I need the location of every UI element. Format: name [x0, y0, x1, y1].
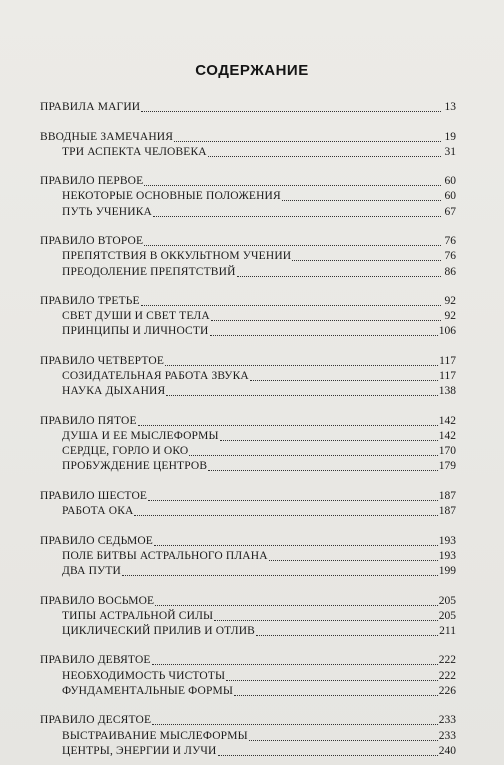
page-number: 205: [438, 609, 456, 622]
page-number: 106: [438, 325, 456, 338]
dot-leader: [152, 723, 438, 725]
page-number: 117: [439, 354, 456, 367]
toc-section-entry: [40, 594, 456, 608]
toc-section-entry: [40, 130, 456, 144]
toc-subentry: [62, 189, 456, 203]
page-number: 142: [438, 430, 456, 442]
toc-subentry-title: ФУНДАМЕНТАЛЬНЫЕ ФОРМЫ: [62, 684, 234, 697]
page-number: 19: [444, 130, 456, 143]
dot-leader: [155, 604, 438, 606]
toc-subentry: [62, 444, 456, 458]
toc-subentry: [62, 684, 456, 698]
dot-leader: [249, 739, 438, 741]
page-number: 31: [444, 145, 456, 158]
dot-leader: [144, 244, 441, 246]
page-number: 76: [444, 235, 456, 248]
page-number: 205: [438, 594, 456, 607]
toc-section-entry: [40, 489, 456, 503]
page-number: 211: [439, 624, 456, 637]
toc-section-entry: [40, 653, 456, 667]
toc-subentry: [62, 459, 456, 473]
toc-subentry-title: НАУКА ДЫХАНИЯ: [62, 385, 166, 398]
toc-subentry-title: ЦЕНТРЫ, ЭНЕРГИИ И ЛУЧИ: [62, 744, 217, 757]
toc-subentry-title: ПУТЬ УЧЕНИКА: [62, 205, 152, 218]
toc-subentry: [62, 729, 456, 743]
toc-section-title: ПРАВИЛО ТРЕТЬЕ: [40, 295, 140, 307]
page-number: 193: [438, 549, 456, 562]
page-number: 199: [438, 565, 456, 577]
page-number: 60: [444, 175, 456, 188]
page-number: 222: [438, 654, 456, 667]
page-number: 226: [438, 684, 456, 697]
toc-subentry: [62, 205, 456, 219]
toc-subentry: [62, 369, 456, 383]
toc-subentry-title: ПРЕПЯТСТВИЯ В ОККУЛЬТНОМ УЧЕНИИ: [62, 250, 292, 263]
dot-leader: [165, 364, 438, 366]
toc-subentry: [62, 309, 456, 323]
dot-leader: [166, 394, 437, 396]
toc-subentry-title: ДВА ПУТИ: [62, 565, 121, 577]
dot-leader: [282, 199, 441, 201]
page-number: 222: [438, 669, 456, 682]
toc-section-title: ПРАВИЛО ПЯТОЕ: [40, 414, 137, 427]
page-number: 142: [438, 414, 456, 427]
dot-leader: [154, 544, 438, 546]
dot-leader: [237, 275, 441, 277]
toc-subentry: [62, 429, 456, 443]
toc-section-entry: [40, 414, 456, 428]
toc-subentry-title: ПОЛЕ БИТВЫ АСТРАЛЬНОГО ПЛАНА: [62, 549, 268, 562]
dot-leader: [269, 559, 438, 561]
toc-section-entry: [40, 174, 456, 188]
page-number: 240: [438, 744, 456, 757]
page-number: 92: [444, 310, 456, 323]
toc-subentry-title: ПРИНЦИПЫ И ЛИЧНОСТИ: [62, 325, 209, 338]
toc-subentry: [62, 145, 456, 159]
toc-section-title: ПРАВИЛО СЕДЬМОЕ: [40, 534, 153, 547]
dot-leader: [256, 634, 438, 636]
toc-subentry-title: РАБОТА ОКА: [62, 505, 134, 518]
toc-subentry-title: ПРЕОДОЛЕНИЕ ПРЕПЯТСТВИЙ: [62, 265, 236, 278]
dot-leader: [220, 439, 438, 441]
toc-subentry-title: ЦИКЛИЧЕСКИЙ ПРИЛИВ И ОТЛИВ: [62, 624, 255, 637]
dot-leader: [210, 334, 438, 336]
toc-subentry: [62, 609, 456, 623]
toc-subentry: [62, 324, 456, 338]
toc-section-title: ПРАВИЛО ВТОРОЕ: [40, 235, 144, 248]
toc-section-title: ПРАВИЛО ДЕСЯТОЕ: [40, 714, 152, 727]
page-number: 13: [444, 101, 456, 113]
page-number: 187: [438, 489, 456, 502]
page-number: 138: [438, 385, 456, 398]
toc-subentry: [62, 549, 456, 563]
dot-leader: [226, 679, 438, 681]
page-title: СОДЕРЖАНИЕ: [195, 62, 309, 79]
toc-subentry-title: ТИПЫ АСТРАЛЬНОЙ СИЛЫ: [62, 609, 214, 622]
toc-section-entry: [40, 354, 456, 368]
page-number: 233: [438, 729, 456, 742]
page-number: 233: [438, 714, 456, 727]
toc-subentry-title: СВЕТ ДУШИ И СВЕТ ТЕЛА: [62, 310, 210, 323]
toc-subentry-title: НЕОБХОДИМОСТЬ ЧИСТОТЫ: [62, 669, 226, 682]
toc-subentry-title: ПРОБУЖДЕНИЕ ЦЕНТРОВ: [62, 460, 208, 473]
dot-leader: [218, 754, 438, 756]
toc-subentry: [62, 265, 456, 279]
toc-subentry: [62, 384, 456, 398]
toc-subentry: [62, 669, 456, 683]
toc-subentry-title: НЕКОТОРЫЕ ОСНОВНЫЕ ПОЛОЖЕНИЯ: [62, 190, 281, 203]
dot-leader: [152, 663, 438, 665]
toc-subentry: [62, 249, 456, 263]
toc-subentry: [62, 744, 456, 758]
dot-leader: [153, 215, 441, 217]
dot-leader: [138, 424, 438, 426]
toc-subentry-title: СЕРДЦЕ, ГОРЛО И ОКО: [62, 445, 189, 458]
toc-section-title: ПРАВИЛА МАГИИ: [40, 101, 141, 113]
toc-section-entry: [40, 234, 456, 248]
toc-section-title: ПРАВИЛО ДЕВЯТОЕ: [40, 654, 151, 667]
dot-leader: [234, 694, 438, 696]
toc-subentry-title: ТРИ АСПЕКТА ЧЕЛОВЕКА: [62, 145, 207, 158]
dot-leader: [208, 469, 438, 471]
toc-section-entry: [40, 713, 456, 727]
page-number: 60: [444, 190, 456, 203]
dot-leader: [134, 514, 437, 516]
toc-section-entry: [40, 534, 456, 548]
dot-leader: [292, 259, 441, 261]
toc-subentry: [62, 624, 456, 638]
dot-leader: [250, 379, 438, 381]
dot-leader: [214, 619, 438, 621]
page-number: 67: [444, 205, 456, 218]
dot-leader: [208, 155, 441, 157]
page-number: 193: [438, 534, 456, 547]
dot-leader: [174, 140, 441, 142]
dot-leader: [141, 110, 441, 112]
page-number: 179: [438, 460, 456, 473]
toc-section-entry: [40, 294, 456, 308]
page-number: 92: [444, 295, 456, 307]
toc-section-title: ПРАВИЛО ЧЕТВЕРТОЕ: [40, 354, 164, 367]
page-number: 187: [438, 505, 456, 518]
toc-subentry-title: ДУША И ЕЕ МЫСЛЕФОРМЫ: [62, 430, 219, 442]
page-number: 170: [438, 445, 456, 458]
toc-section-title: ПРАВИЛО ШЕСТОЕ: [40, 489, 148, 502]
page-number: 76: [444, 250, 456, 263]
toc-section-title: ВВОДНЫЕ ЗАМЕЧАНИЯ: [40, 130, 174, 143]
toc-subentry: [62, 564, 456, 578]
dot-leader: [148, 499, 438, 501]
toc-section-title: ПРАВИЛО ВОСЬМОЕ: [40, 594, 155, 607]
dot-leader: [189, 454, 437, 456]
toc-section-title: ПРАВИЛО ПЕРВОЕ: [40, 175, 144, 188]
dot-leader: [211, 319, 441, 321]
dot-leader: [141, 304, 441, 306]
toc-subentry: [62, 504, 456, 518]
page-number: 117: [439, 370, 456, 383]
dot-leader: [144, 184, 441, 186]
toc-subentry-title: СОЗИДАТЕЛЬНАЯ РАБОТА ЗВУКА: [62, 370, 249, 383]
dot-leader: [122, 574, 438, 576]
toc-subentry-title: ВЫСТРАИВАНИЕ МЫСЛЕФОРМЫ: [62, 729, 248, 742]
page-number: 86: [444, 265, 456, 278]
toc-section-entry: [40, 100, 456, 114]
